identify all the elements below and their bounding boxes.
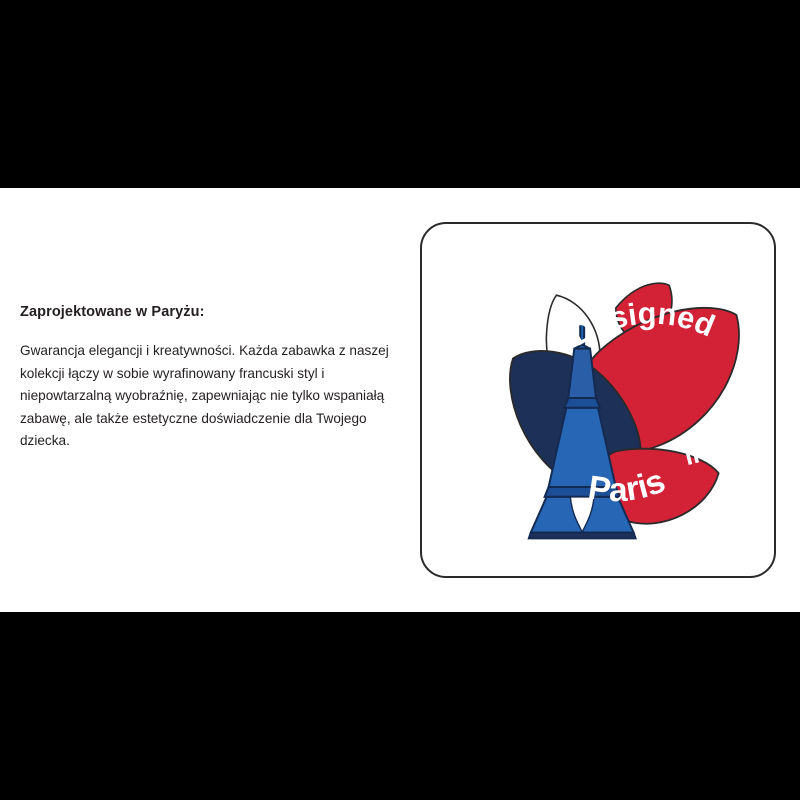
- letterbox-bottom-bar: [0, 612, 800, 800]
- section-heading: Zaprojektowane w Paryżu:: [20, 304, 205, 320]
- logo-word-paris: Paris: [585, 462, 671, 510]
- designed-in-paris-logo: [420, 222, 776, 578]
- logo-artwork-icon: [422, 224, 774, 576]
- logo-word-designed: Designed: [564, 296, 720, 353]
- logo-card: [420, 222, 776, 578]
- logo-word-in: in: [681, 438, 711, 472]
- section-paragraph: Gwarancja elegancji i kreatywności. Każda zabawka z naszej kolekcji łączy w sobie wyrafinowany francuski styl i niepowtarzalną wyobraźnię, zapewniając nie tylko wspaniałą zabawę, ale także estetyczne doświadczenie dla Twojego dziecka.: [20, 343, 389, 448]
- letterbox-top-bar: [0, 0, 800, 188]
- content-band: [0, 188, 800, 612]
- description-block: [20, 304, 410, 453]
